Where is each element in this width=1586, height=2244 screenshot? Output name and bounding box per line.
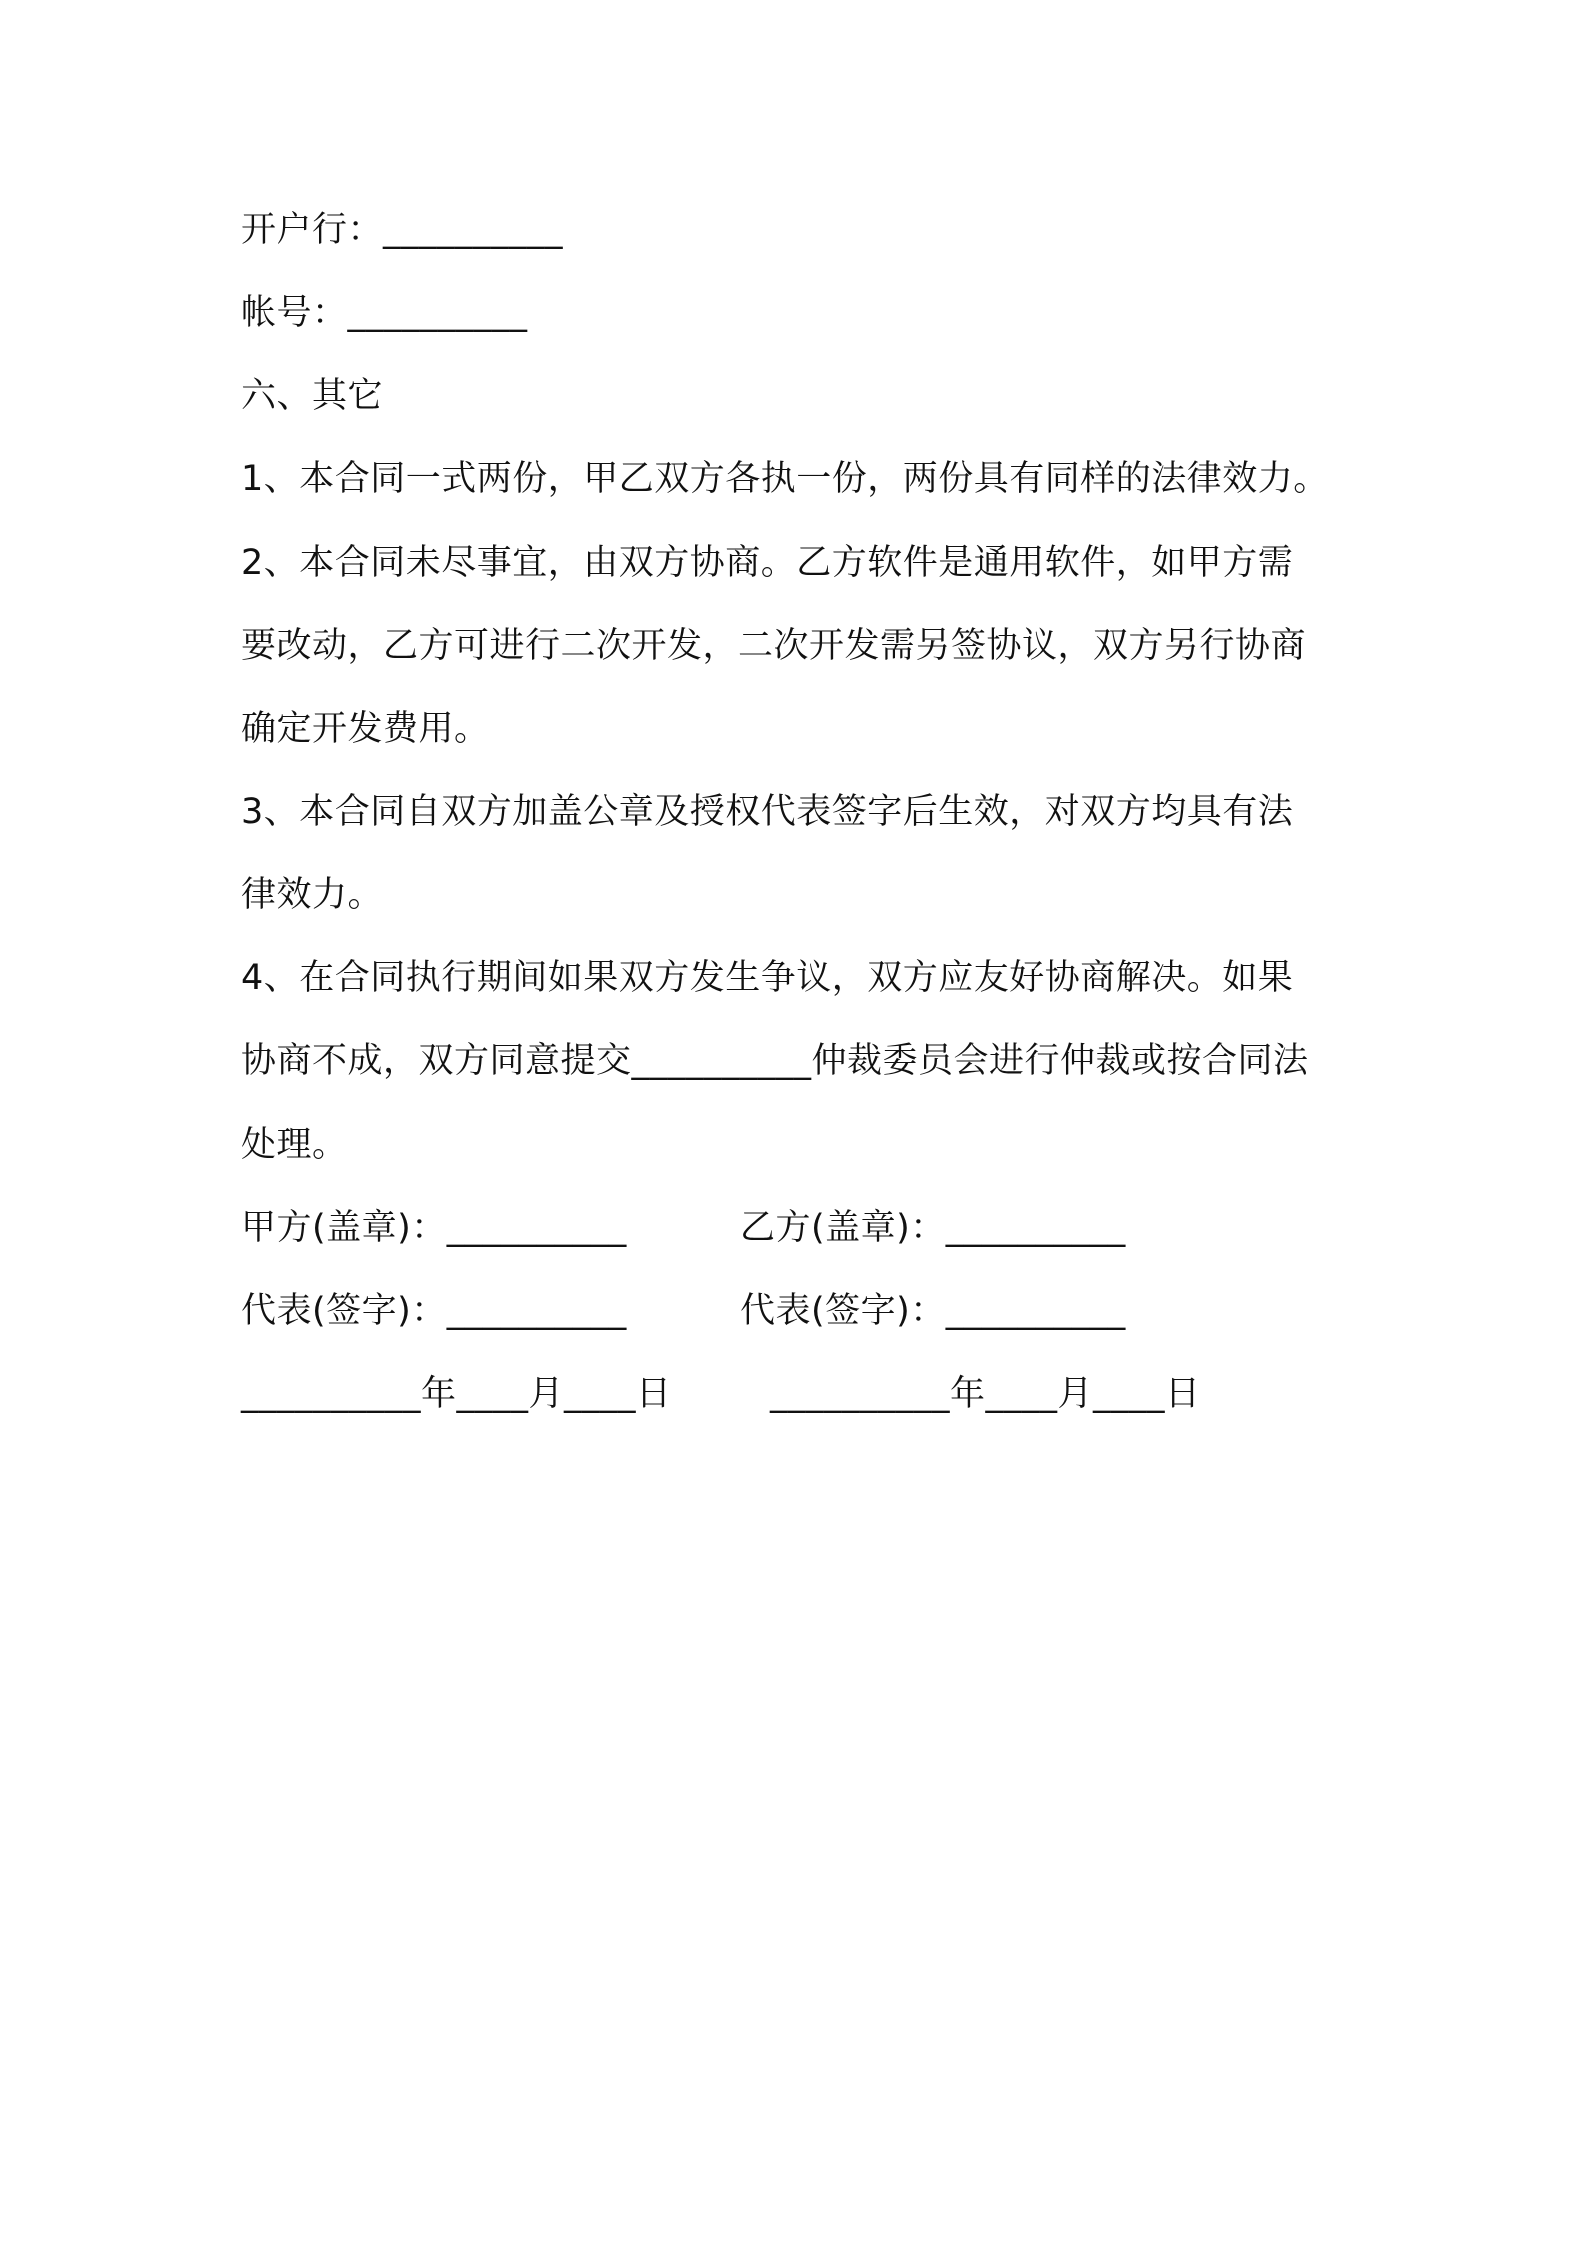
clause-3-line-2: 律效力。 — [241, 875, 384, 915]
clause-2-line-3: 确定开发费用。 — [241, 709, 490, 749]
party-a-seal: 甲方(盖章)：__________ — [241, 1208, 627, 1248]
clause-4-line-2: 协商不成，双方同意提交__________仲裁委员会进行仲裁或按合同法 — [241, 1041, 1309, 1081]
clause-2-line-1: 2、本合同未尽事宜，由双方协商。乙方软件是通用软件，如甲方需 — [241, 543, 1294, 583]
clause-4-line-3: 处理。 — [241, 1125, 348, 1165]
party-b-representative: 代表(签字)：__________ — [740, 1291, 1126, 1331]
clause-2-line-2: 要改动，乙方可进行二次开发，二次开发需另签协议，双方另行协商 — [241, 626, 1307, 666]
account-line: 帐号：__________ — [241, 293, 528, 333]
party-a-date: __________年____月____日 — [241, 1374, 672, 1414]
section-title: 六、其它 — [241, 376, 384, 416]
party-b-seal: 乙方(盖章)：__________ — [740, 1208, 1126, 1248]
bank-line: 开户行：__________ — [241, 210, 564, 250]
clause-1: 1、本合同一式两份，甲乙双方各执一份，两份具有同样的法律效力。 — [241, 459, 1329, 499]
clause-4-line-1: 4、在合同执行期间如果双方发生争议，双方应友好协商解决。如果 — [241, 958, 1294, 998]
party-b-date: __________年____月____日 — [770, 1374, 1201, 1414]
clause-3-line-1: 3、本合同自双方加盖公章及授权代表签字后生效，对双方均具有法 — [241, 792, 1294, 832]
party-a-representative: 代表(签字)：__________ — [241, 1291, 627, 1331]
